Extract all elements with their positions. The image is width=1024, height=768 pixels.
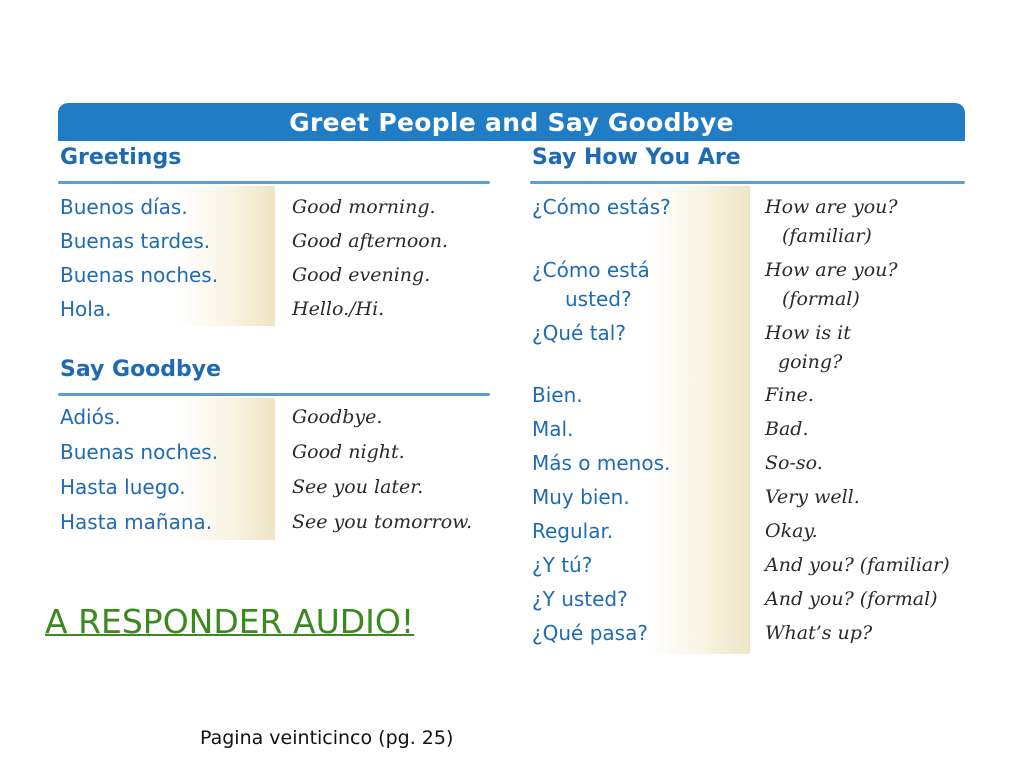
english-phrase: Fine. [765, 384, 814, 406]
how-you-are-rule [530, 181, 965, 184]
responder-audio-link[interactable]: A RESPONDER AUDIO! [45, 602, 415, 641]
english-phrase: What’s up? [765, 622, 873, 644]
spanish-phrase: Hasta luego. [60, 475, 186, 499]
english-phrase: See you tomorrow. [292, 511, 473, 533]
how-you-are-shade [650, 186, 750, 654]
english-phrase: How are you? [765, 259, 898, 281]
goodbye-rule [58, 393, 490, 396]
spanish-phrase: Hola. [60, 297, 112, 321]
english-phrase-note: (familiar) [782, 225, 872, 247]
goodbye-heading: Say Goodbye [60, 357, 222, 382]
spanish-phrase: Buenos días. [60, 195, 188, 219]
english-phrase: Good night. [292, 441, 405, 463]
page-caption: Pagina veinticinco (pg. 25) [200, 727, 454, 749]
spanish-phrase: ¿Cómo está [532, 258, 650, 282]
spanish-phrase: Buenas tardes. [60, 229, 211, 253]
spanish-phrase: Regular. [532, 519, 614, 543]
english-phrase: So-so. [765, 452, 823, 474]
greetings-shade [180, 186, 275, 326]
spanish-phrase: ¿Qué pasa? [532, 621, 648, 645]
spanish-phrase: Mal. [532, 417, 574, 441]
spanish-phrase: Buenas noches. [60, 263, 219, 287]
spanish-phrase: Adiós. [60, 405, 121, 429]
english-phrase: Hello./Hi. [292, 298, 385, 320]
spanish-phrase: ¿Y tú? [532, 553, 593, 577]
english-phrase: Goodbye. [292, 406, 383, 428]
english-phrase: How is it [765, 322, 851, 344]
table-title-banner: Greet People and Say Goodbye [58, 103, 965, 141]
spanish-phrase: ¿Cómo estás? [532, 195, 671, 219]
spanish-phrase: ¿Qué tal? [532, 321, 626, 345]
english-phrase: And you? (formal) [765, 588, 938, 610]
greetings-heading: Greetings [60, 145, 182, 170]
english-phrase: Good evening. [292, 264, 431, 286]
english-phrase-note: (formal) [782, 288, 860, 310]
english-phrase: Okay. [765, 520, 818, 542]
english-phrase: Good morning. [292, 196, 436, 218]
how-you-are-heading: Say How You Are [532, 145, 741, 170]
english-phrase: Bad. [765, 418, 809, 440]
spanish-phrase: Bien. [532, 383, 583, 407]
english-phrase: Good afternoon. [292, 230, 448, 252]
english-phrase: See you later. [292, 476, 424, 498]
spanish-phrase: ¿Y usted? [532, 587, 628, 611]
spanish-phrase-cont: usted? [565, 287, 632, 311]
spanish-phrase: Buenas noches. [60, 440, 219, 464]
english-phrase: How are you? [765, 196, 898, 218]
english-phrase-cont: going? [778, 351, 843, 373]
english-phrase: And you? (familiar) [765, 554, 950, 576]
spanish-phrase: Muy bien. [532, 485, 630, 509]
spanish-phrase: Más o menos. [532, 451, 671, 475]
spanish-phrase: Hasta mañana. [60, 510, 213, 534]
english-phrase: Very well. [765, 486, 860, 508]
greetings-rule [58, 181, 490, 184]
